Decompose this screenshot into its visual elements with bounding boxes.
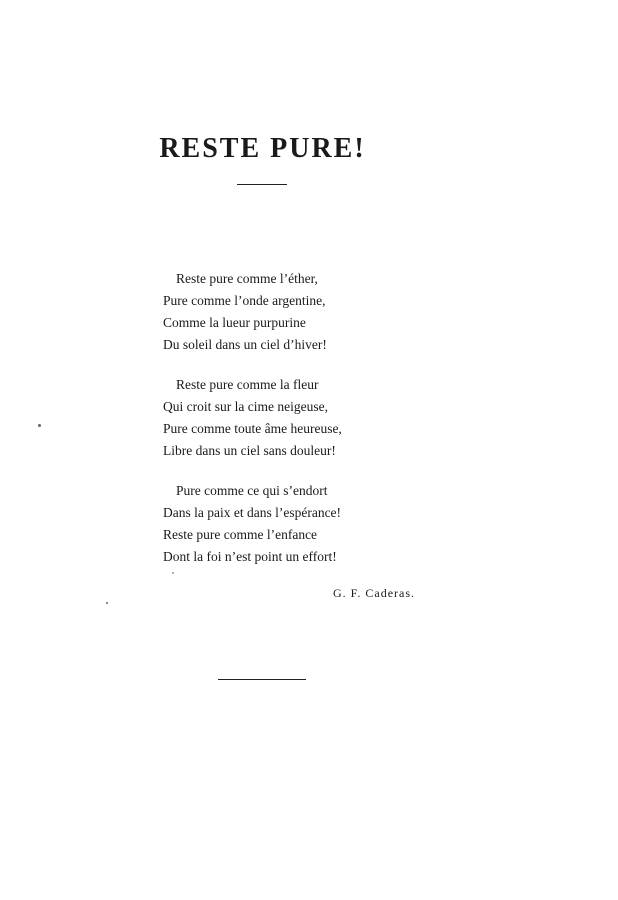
scan-speck bbox=[106, 602, 108, 604]
stanza-3 bbox=[163, 480, 403, 568]
poem-title: RESTE PURE! bbox=[159, 133, 366, 164]
poem-line: Pure comme toute âme heureuse, bbox=[163, 421, 342, 436]
poem-line: Pure comme l’onde argentine, bbox=[163, 293, 326, 308]
scan-speck bbox=[172, 572, 174, 574]
title-divider bbox=[237, 184, 287, 185]
poem-line: Libre dans un ciel sans douleur! bbox=[163, 443, 336, 458]
poem-line: Pure comme ce qui s’endort bbox=[176, 483, 328, 498]
poem-line: Reste pure comme l’éther, bbox=[176, 271, 318, 286]
stanza-2 bbox=[163, 374, 403, 462]
poem-line: Reste pure comme l’enfance bbox=[163, 527, 318, 542]
scan-speck bbox=[38, 424, 41, 427]
poem-line: Qui croit sur la cime neigeuse, bbox=[163, 399, 328, 414]
poem-line: Dans la paix et dans l’espérance! bbox=[163, 505, 342, 520]
author-signature: G. F. Caderas. bbox=[333, 586, 416, 600]
poem-line: Reste pure comme la fleur bbox=[176, 377, 319, 392]
stanza-1 bbox=[163, 268, 403, 356]
end-divider bbox=[218, 679, 306, 680]
poem-body bbox=[163, 268, 403, 586]
poem-line: Du soleil dans un ciel d’hiver! bbox=[163, 337, 327, 352]
poem-line: Comme la lueur purpurine bbox=[163, 315, 306, 330]
poem-line: Dont la foi n’est point un effort! bbox=[163, 549, 337, 564]
